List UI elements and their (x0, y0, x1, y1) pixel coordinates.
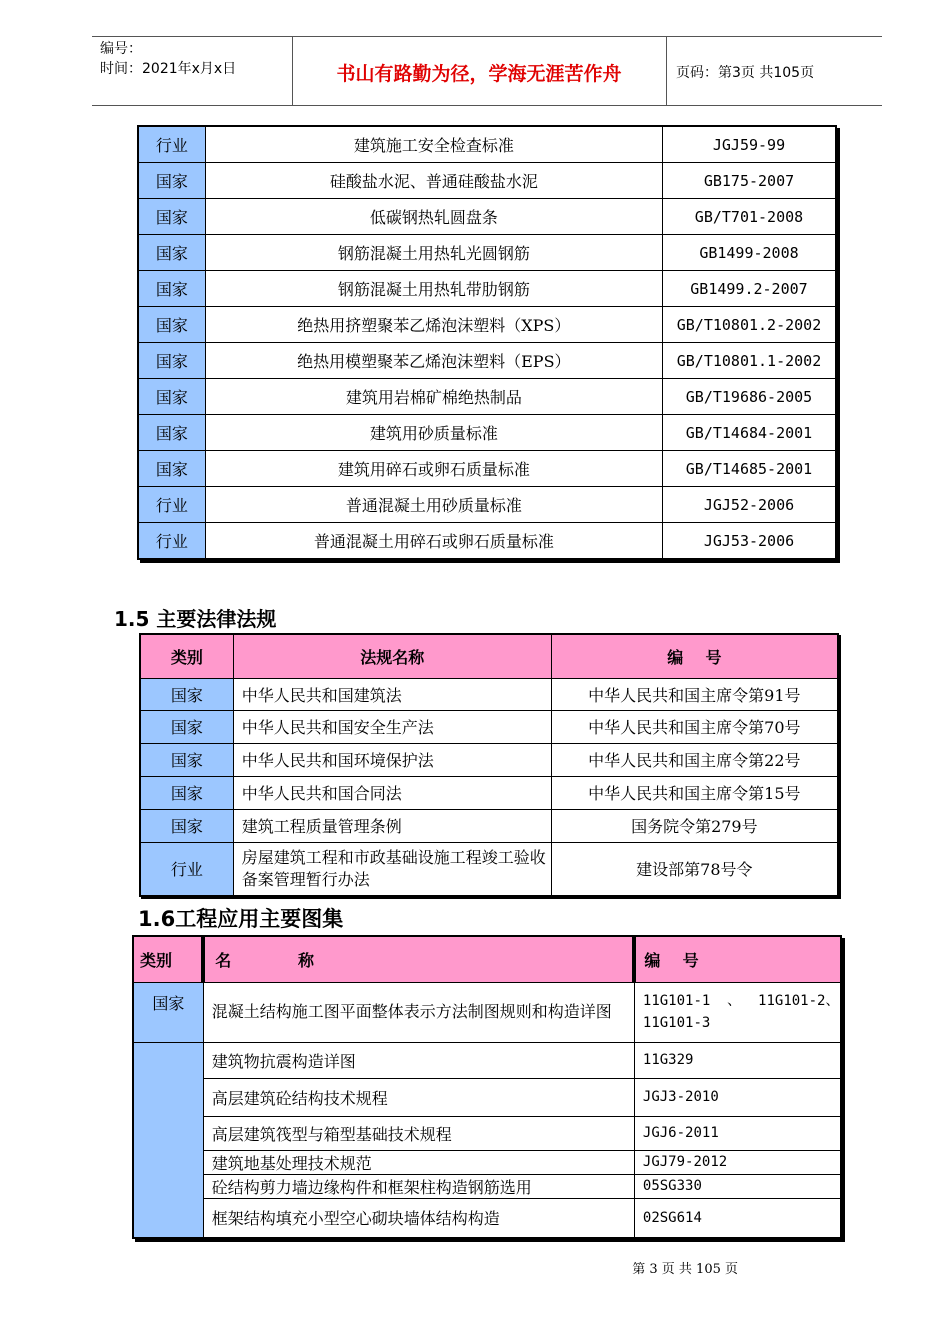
category-cell: 国家 (138, 199, 205, 235)
category-cell: 国家 (138, 271, 205, 307)
atlas-name-cell: 砼结构剪力墙边缘构件和框架柱构造钢筋选用 (203, 1174, 634, 1198)
standard-name-cell: 普通混凝土用砂质量标准 (205, 487, 662, 523)
law-name-cell: 中华人民共和国安全生产法 (233, 710, 551, 743)
table-row (140, 710, 838, 743)
table-row (138, 343, 836, 379)
atlas-code-cell: 02SG614 (634, 1198, 841, 1238)
column-header: 类别 (133, 936, 203, 982)
column-header: 名 称 (203, 936, 634, 982)
category-cell: 国家 (140, 710, 233, 743)
law-code-cell: 中华人民共和国主席令第91号 (551, 678, 838, 710)
category-cell: 国家 (138, 343, 205, 379)
table-row (140, 809, 838, 842)
section-heading-laws: 1.5 主要法律法规 (114, 607, 277, 631)
table-row (138, 523, 836, 560)
column-header: 法规名称 (233, 634, 551, 678)
category-cell: 国家 (140, 678, 233, 710)
column-header: 类别 (140, 634, 233, 678)
header-divider (666, 37, 667, 105)
table-row (140, 842, 838, 896)
category-cell: 国家 (140, 743, 233, 776)
standard-code-cell: JGJ52-2006 (662, 487, 836, 523)
atlas-code-cell: 11G101-1 、 11G101-2、11G101-3 (634, 982, 841, 1042)
category-cell: 国家 (138, 235, 205, 271)
atlas-name-cell: 混凝土结构施工图平面整体表示方法制图规则和构造详图 (203, 982, 634, 1042)
law-code-cell: 国务院令第279号 (551, 809, 838, 842)
category-cell: 行业 (138, 523, 205, 560)
table-row (138, 126, 836, 163)
column-header: 编 号 (551, 634, 838, 678)
standard-name-cell: 建筑施工安全检查标准 (205, 126, 662, 163)
standard-code-cell: GB175-2007 (662, 163, 836, 199)
standard-code-cell: GB/T14685-2001 (662, 451, 836, 487)
page-header (92, 36, 882, 106)
table-row (138, 451, 836, 487)
category-cell: 行业 (138, 126, 205, 163)
table-row (138, 379, 836, 415)
standard-name-cell: 钢筋混凝土用热轧光圆钢筋 (205, 235, 662, 271)
category-cell: 国家 (140, 809, 233, 842)
category-cell: 国家 (140, 776, 233, 809)
law-code-cell: 建设部第78号令 (551, 842, 838, 896)
section-heading-atlases: 1.6工程应用主要图集 (138, 907, 344, 931)
standards-table (137, 125, 837, 560)
category-cell: 国家 (138, 163, 205, 199)
standard-code-cell: JGJ53-2006 (662, 523, 836, 560)
standard-name-cell: 普通混凝土用碎石或卵石质量标准 (205, 523, 662, 560)
standard-name-cell: 绝热用挤塑聚苯乙烯泡沫塑料（XPS） (205, 307, 662, 343)
table-row (140, 776, 838, 809)
table-row (133, 1198, 841, 1238)
doc-time-label: 时间：2021年x月x日 (100, 61, 237, 77)
category-cell: 国家 (138, 415, 205, 451)
atlas-name-cell: 高层建筑砼结构技术规程 (203, 1078, 634, 1116)
table-row (133, 1042, 841, 1078)
law-code-cell: 中华人民共和国主席令第70号 (551, 710, 838, 743)
standard-name-cell: 绝热用模塑聚苯乙烯泡沫塑料（EPS） (205, 343, 662, 379)
standard-name-cell: 硅酸盐水泥、普通硅酸盐水泥 (205, 163, 662, 199)
doc-number-label: 编号： (100, 41, 142, 57)
table-row (138, 235, 836, 271)
table-row (133, 1174, 841, 1198)
standard-code-cell: GB/T701-2008 (662, 199, 836, 235)
table-row (140, 743, 838, 776)
atlas-table (132, 935, 842, 1239)
law-name-cell: 中华人民共和国环境保护法 (233, 743, 551, 776)
law-name-cell: 中华人民共和国合同法 (233, 776, 551, 809)
atlas-name-cell: 建筑地基处理技术规范 (203, 1150, 634, 1174)
table-header-row (140, 634, 838, 678)
page-footer (0, 1258, 950, 1277)
standard-code-cell: GB1499.2-2007 (662, 271, 836, 307)
standard-code-cell: JGJ59-99 (662, 126, 836, 163)
column-header: 编 号 (634, 936, 841, 982)
table-row (138, 271, 836, 307)
category-cell: 行业 (140, 842, 233, 896)
table-row (138, 415, 836, 451)
law-name-cell: 建筑工程质量管理条例 (233, 809, 551, 842)
table-row (140, 678, 838, 710)
atlas-name-cell: 框架结构填充小型空心砌块墙体结构构造 (203, 1198, 634, 1238)
footer-page-number: 第 3 页 共 105 页 (632, 1262, 738, 1277)
standard-code-cell: GB1499-2008 (662, 235, 836, 271)
standard-name-cell: 建筑用碎石或卵石质量标准 (205, 451, 662, 487)
law-name-cell: 中华人民共和国建筑法 (233, 678, 551, 710)
category-cell: 国家 (138, 451, 205, 487)
category-cell: 国家 (138, 307, 205, 343)
law-name-cell: 房屋建筑工程和市政基础设施工程竣工验收备案管理暂行办法 (233, 842, 551, 896)
category-cell: 国家 (138, 379, 205, 415)
table-row (133, 1116, 841, 1150)
atlas-code-cell: 05SG330 (634, 1174, 841, 1198)
table-row (138, 307, 836, 343)
standard-name-cell: 建筑用岩棉矿棉绝热制品 (205, 379, 662, 415)
standard-name-cell: 低碳钢热轧圆盘条 (205, 199, 662, 235)
table-header-row (133, 936, 841, 982)
category-cell: 行业 (138, 487, 205, 523)
standard-code-cell: GB/T19686-2005 (662, 379, 836, 415)
standard-name-cell: 建筑用砂质量标准 (205, 415, 662, 451)
category-cell-empty (133, 1042, 203, 1238)
atlas-code-cell: JGJ3-2010 (634, 1078, 841, 1116)
atlas-name-cell: 建筑物抗震构造详图 (203, 1042, 634, 1078)
atlas-code-cell: 11G329 (634, 1042, 841, 1078)
standard-name-cell: 钢筋混凝土用热轧带肋钢筋 (205, 271, 662, 307)
standard-code-cell: GB/T10801.1-2002 (662, 343, 836, 379)
law-code-cell: 中华人民共和国主席令第22号 (551, 743, 838, 776)
atlas-code-cell: JGJ6-2011 (634, 1116, 841, 1150)
table-row (133, 1150, 841, 1174)
atlas-code-cell: JGJ79-2012 (634, 1150, 841, 1174)
table-row (138, 487, 836, 523)
header-page-number: 页码：第3页 共105页 (676, 65, 815, 81)
table-row (133, 1078, 841, 1116)
standard-code-cell: GB/T10801.2-2002 (662, 307, 836, 343)
header-motto: 书山有路勤为径，学海无涯苦作舟 (336, 63, 622, 85)
standard-code-cell: GB/T14684-2001 (662, 415, 836, 451)
laws-table (139, 633, 839, 897)
table-row (133, 982, 841, 1042)
law-code-cell: 中华人民共和国主席令第15号 (551, 776, 838, 809)
category-cell: 国家 (133, 982, 203, 1042)
table-row (138, 163, 836, 199)
table-row (138, 199, 836, 235)
atlas-name-cell: 高层建筑筏型与箱型基础技术规程 (203, 1116, 634, 1150)
header-meta (100, 39, 292, 79)
